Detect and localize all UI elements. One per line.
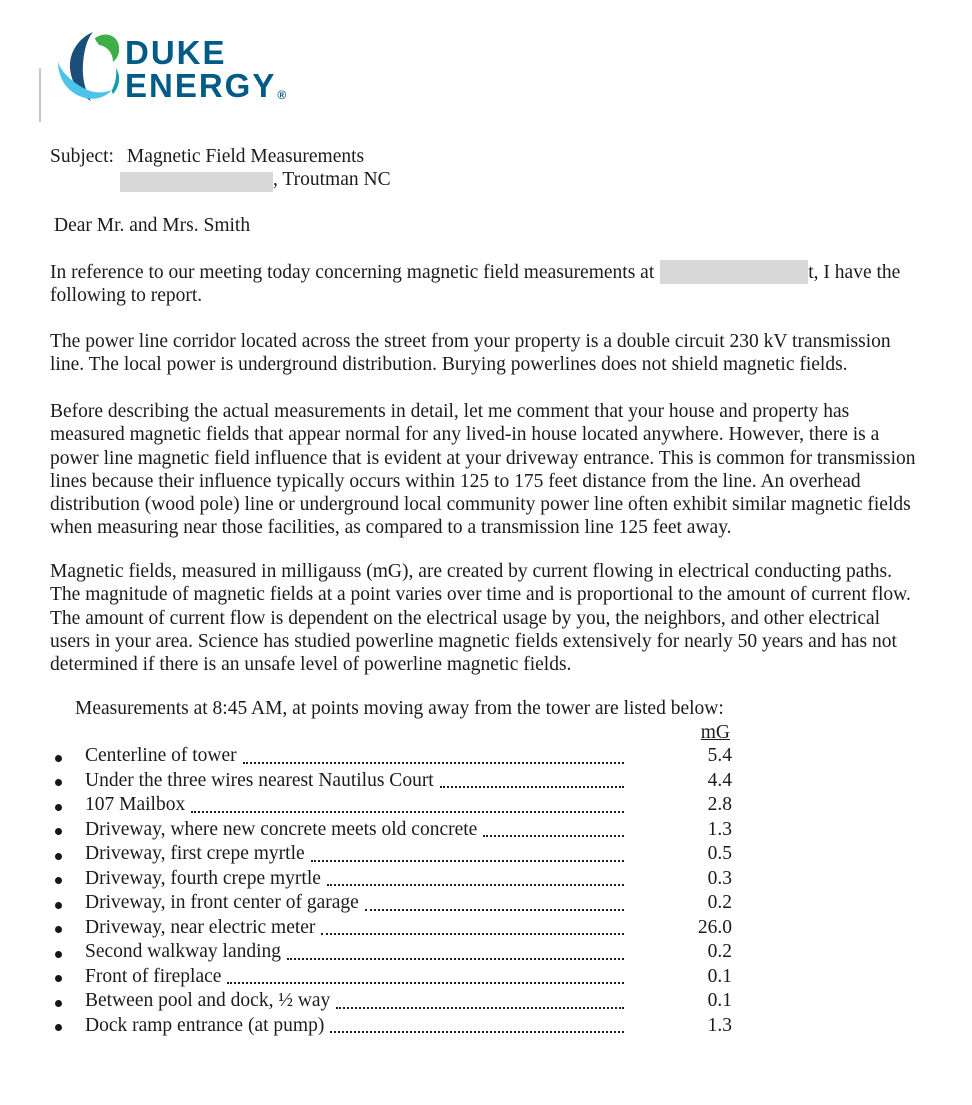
duke-energy-logo <box>57 30 286 108</box>
dot-leader <box>321 933 624 935</box>
dot-leader <box>483 835 624 837</box>
measurement-row <box>50 867 732 892</box>
measurement-label: Driveway, fourth crepe myrtle <box>85 867 321 889</box>
dot-leader <box>243 762 624 764</box>
bullet-icon <box>55 975 62 982</box>
measurement-value: 0.2 <box>707 892 732 913</box>
measurement-value: 0.2 <box>707 941 732 962</box>
measurement-value: 5.4 <box>707 745 732 766</box>
measurement-label: Driveway, where new concrete meets old concrete <box>85 818 478 840</box>
measurement-value: 26.0 <box>697 916 732 938</box>
measurement-label: Driveway, near electric meter <box>85 916 316 938</box>
bullet-icon <box>55 926 62 933</box>
measurement-value: 0.3 <box>707 867 732 889</box>
dot-leader <box>365 909 624 911</box>
measurement-value: 0.5 <box>707 843 732 864</box>
dot-leader <box>440 786 624 788</box>
redacted-address-inline-box <box>660 260 808 284</box>
dot-leader <box>311 860 624 862</box>
paragraph-intro-before: In reference to our meeting today concerning magnetic field measurements at <box>50 262 655 283</box>
measurement-row <box>50 965 732 990</box>
logo-word-duke: DUKE <box>125 34 227 71</box>
duke-energy-mark-icon <box>57 30 119 108</box>
bullet-icon <box>55 951 62 958</box>
measurement-row <box>50 940 732 965</box>
measurement-value: 0.1 <box>707 965 732 987</box>
measurement-value: 2.8 <box>707 794 732 815</box>
measurements-list <box>50 744 732 1038</box>
dot-leader <box>330 1031 624 1033</box>
measurement-label: Driveway, in front center of garage <box>85 892 359 913</box>
subject-address-line <box>50 168 391 191</box>
bullet-icon <box>55 755 62 762</box>
subject-label: Subject: <box>50 146 114 167</box>
bullet-icon <box>55 902 62 909</box>
measurement-label: Dock ramp entrance (at pump) <box>85 1014 325 1036</box>
subject-location: , Troutman NC <box>273 169 391 191</box>
measurement-value: 0.1 <box>707 990 732 1011</box>
measurement-row <box>50 1014 732 1039</box>
unit-column-header <box>50 721 730 744</box>
measurement-row <box>50 793 732 818</box>
redacted-address-box <box>120 172 273 192</box>
measurement-row <box>50 744 732 769</box>
measurements-intro: Measurements at 8:45 AM, at points moving away from the tower are listed below: <box>75 698 724 719</box>
measurement-label: 107 Mailbox <box>85 794 186 815</box>
left-margin-rule <box>39 68 41 122</box>
subject-title: Magnetic Field Measurements <box>126 146 365 167</box>
registered-trademark-symbol: ® <box>277 88 287 102</box>
paragraph-intro-after: t, I have the following to report. <box>50 262 901 307</box>
paragraph-milligauss: Magnetic fields, measured in milligauss (mG), are created by current flowing in electrical conducting paths. The magnitude of magnetic fields at a point varies over time and is proportional to the amount of current flow. The amount of current flow is dependent on the electrical usage by you, the neighbors, and other electrical users in your area. Science has studied powerline magnetic fields extensively for nearly 50 years and has not determined if there is an unsafe level of powerline magnetic fields. <box>50 561 911 676</box>
dot-leader <box>327 884 624 886</box>
measurement-row <box>50 818 732 843</box>
bullet-icon <box>55 804 62 811</box>
measurement-row <box>50 916 732 941</box>
salutation: Dear Mr. and Mrs. Smith <box>54 215 251 236</box>
subject-block <box>50 145 391 192</box>
paragraph-corridor: The power line corridor located across the street from your property is a double circuit 230 kV transmission line. The local power is underground distribution. Burying powerlines does not shield magnetic fields. <box>50 331 891 376</box>
measurement-value: 1.3 <box>707 1014 732 1036</box>
measurement-label: Second walkway landing <box>85 941 282 962</box>
measurement-label: Centerline of tower <box>85 745 237 766</box>
measurement-label: Under the three wires nearest Nautilus Court <box>85 769 434 791</box>
bullet-icon <box>55 877 62 884</box>
measurement-label: Front of fireplace <box>85 965 222 987</box>
dot-leader <box>191 811 624 813</box>
measurement-value: 1.3 <box>707 818 732 840</box>
measurement-row <box>50 989 732 1014</box>
measurement-row <box>50 891 732 916</box>
measurement-value: 4.4 <box>707 769 732 791</box>
bullet-icon <box>55 779 62 786</box>
dot-leader <box>287 958 624 960</box>
dot-leader <box>227 982 624 984</box>
bullet-icon <box>55 1000 62 1007</box>
measurement-row <box>50 842 732 867</box>
paragraph-context: Before describing the actual measurements in detail, let me comment that your house and property has measured magnetic fields that appear normal for any lived-in house located anywhere. However, there is a power line magnetic field influence that is evident at your driveway entrance. This is common for transmission lines because their influence typically occurs within 125 to 175 feet distance from the line. An overhead distribution (wood pole) line or underground local community power line often exhibit similar magnetic fields when measuring near those facilities, as compared to a transmission line 125 feet away. <box>50 401 916 539</box>
paragraph-intro <box>50 260 916 308</box>
measurement-row <box>50 769 732 794</box>
unit-label: mG <box>700 722 730 743</box>
bullet-icon <box>55 1024 62 1031</box>
duke-energy-wordmark <box>125 36 286 102</box>
measurement-label: Between pool and dock, ½ way <box>85 990 331 1011</box>
measurement-label: Driveway, first crepe myrtle <box>85 843 305 864</box>
bullet-icon <box>55 853 62 860</box>
logo-word-energy: ENERGY <box>125 67 277 104</box>
dot-leader <box>336 1007 624 1009</box>
subject-line <box>50 145 391 168</box>
bullet-icon <box>55 828 62 835</box>
